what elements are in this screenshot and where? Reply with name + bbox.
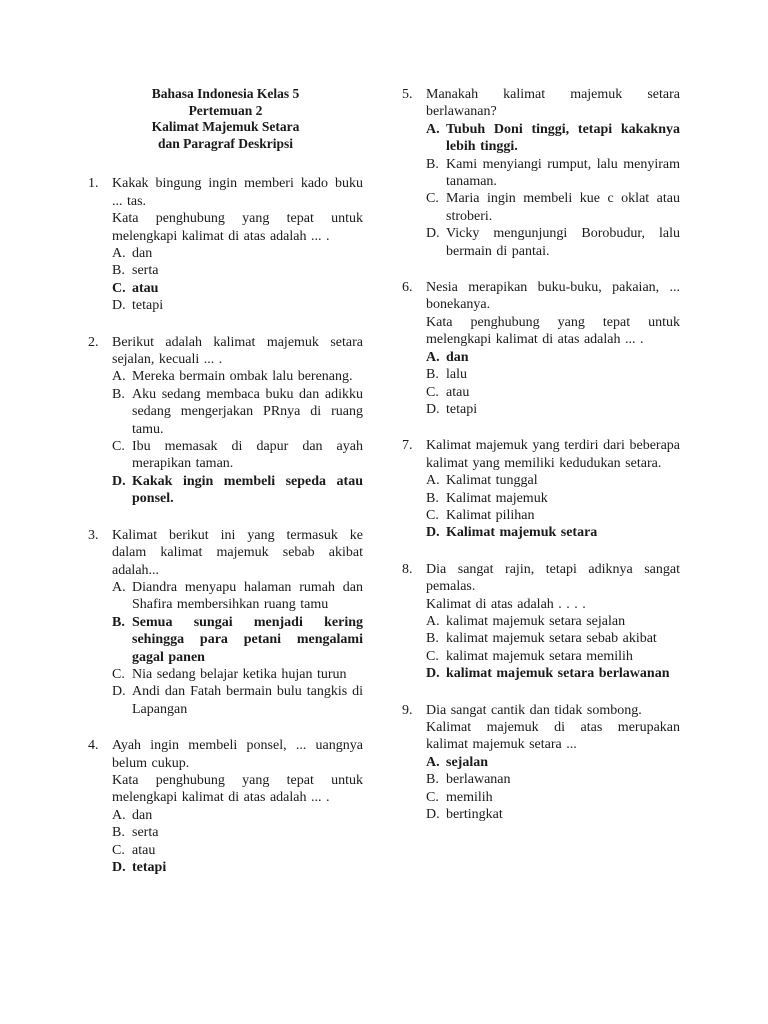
question-block xyxy=(88,334,363,508)
option-text: kalimat majemuk setara sejalan xyxy=(446,613,626,629)
question-number: 2. xyxy=(88,334,99,350)
option-letter: C. xyxy=(426,789,439,805)
header-line-2: Pertemuan 2 xyxy=(188,102,263,118)
answer-option xyxy=(426,472,680,489)
question-stem-line: Kata penghubung yang tepat untuk melengkapi kalimat di atas adalah ... . xyxy=(112,772,363,806)
option-text: serta xyxy=(132,263,159,279)
question-block xyxy=(402,279,680,418)
answer-option xyxy=(112,386,363,438)
option-letter: A. xyxy=(426,121,440,137)
option-letter: D. xyxy=(426,226,440,242)
question-stem-line: Berikut adalah kalimat majemuk setara sejalan, kecuali ... . xyxy=(112,334,363,368)
option-text: Aku sedang membaca buku dan adikku sedang mengerjakan PRnya di ruang tamu. xyxy=(132,386,363,437)
question-block xyxy=(88,527,363,718)
question-number: 7. xyxy=(402,438,413,454)
answer-option xyxy=(426,665,680,682)
option-letter: D. xyxy=(112,473,126,489)
option-text: tetapi xyxy=(132,860,167,875)
option-text: dan xyxy=(446,349,469,365)
answer-option xyxy=(112,859,363,876)
option-text: Kakak ingin membeli sepeda atau ponsel. xyxy=(132,473,363,507)
answer-option xyxy=(426,225,680,260)
answer-option xyxy=(112,683,363,718)
question-number: 6. xyxy=(402,280,413,296)
header-line-1: Bahasa Indonesia Kelas 5 xyxy=(151,86,300,101)
question-stem-line: Nesia merapikan buku-buku, pakaian, ... bonekanya. xyxy=(426,280,680,313)
answer-option xyxy=(426,156,680,191)
option-letter: C. xyxy=(112,666,125,682)
question-stem-line: Kalimat di atas adalah . . . . xyxy=(426,596,586,612)
answer-option xyxy=(426,349,680,366)
answer-option xyxy=(426,648,680,665)
option-letter: B. xyxy=(426,490,439,506)
option-letter: A. xyxy=(426,349,440,365)
answer-option xyxy=(112,297,363,314)
answer-option xyxy=(426,771,680,788)
answer-option xyxy=(426,789,680,806)
question-number: 8. xyxy=(402,561,413,577)
question-stem-line: Ayah ingin membeli ponsel, ... uangnya belum cukup. xyxy=(112,738,363,771)
option-text: bertingkat xyxy=(446,807,503,823)
answer-option xyxy=(426,524,680,541)
question-number: 4. xyxy=(88,738,99,754)
question-stem-line: Kalimat majemuk yang terdiri dari beberapa kalimat yang memiliki kedudukan setara. xyxy=(426,438,680,471)
left-questions-container xyxy=(88,175,363,876)
question-body xyxy=(112,527,363,718)
answer-option xyxy=(112,842,363,859)
question-block xyxy=(402,437,680,541)
answer-option xyxy=(112,473,363,508)
option-text: berlawanan xyxy=(446,772,511,788)
answer-option xyxy=(112,807,363,824)
answer-option xyxy=(112,245,363,262)
option-text: Kalimat majemuk xyxy=(446,490,548,506)
header-line-4: dan Paragraf Deskripsi xyxy=(158,135,293,151)
option-letter: A. xyxy=(112,246,126,261)
answer-option xyxy=(112,579,363,614)
option-text: atau xyxy=(446,384,470,400)
option-letter: A. xyxy=(426,473,440,489)
option-text: Kalimat pilihan xyxy=(446,507,535,523)
option-letter: C. xyxy=(426,507,439,523)
question-stem-line: Kalimat berikut ini yang termasuk ke dalam kalimat majemuk sebab akibat adalah... xyxy=(112,527,363,578)
answer-option xyxy=(426,613,680,630)
option-text: dan xyxy=(132,807,153,823)
question-block xyxy=(402,86,680,260)
option-text: sejalan xyxy=(446,754,488,770)
answer-option xyxy=(112,368,363,385)
question-body xyxy=(426,702,680,824)
answer-option xyxy=(112,824,363,841)
answer-option xyxy=(426,190,680,225)
option-letter: D. xyxy=(426,666,440,682)
question-body xyxy=(112,175,363,314)
option-text: serta xyxy=(132,825,159,841)
option-text: Mereka bermain ombak lalu berenang. xyxy=(132,369,353,385)
answer-option xyxy=(426,806,680,823)
question-stem-line: Kakak bingung ingin memberi kado buku ... tas. xyxy=(112,176,363,209)
option-letter: D. xyxy=(112,298,126,314)
question-body xyxy=(112,737,363,876)
option-text: dan xyxy=(132,246,153,261)
option-letter: D. xyxy=(426,401,440,417)
question-stem-line: Manakah kalimat majemuk setara berlawanan? xyxy=(426,87,680,120)
option-text: kalimat majemuk setara memilih xyxy=(446,648,633,664)
question-stem-line: Kata penghubung yang tepat untuk melengkapi kalimat di atas adalah ... . xyxy=(426,314,680,348)
option-text: Diandra menyapu halaman rumah dan Shafira membersihkan ruang tamu xyxy=(132,579,363,613)
document-header xyxy=(88,86,363,152)
option-letter: A. xyxy=(112,807,126,823)
option-letter: D. xyxy=(112,860,126,875)
option-letter: B. xyxy=(426,772,439,788)
option-letter: C. xyxy=(426,191,439,207)
option-text: atau xyxy=(132,842,156,858)
option-text: kalimat majemuk setara sebab akibat xyxy=(446,631,657,647)
answer-option xyxy=(112,614,363,666)
option-letter: A. xyxy=(426,613,440,629)
answer-option xyxy=(112,666,363,683)
question-number: 9. xyxy=(402,702,413,718)
option-text: Vicky mengunjungi Borobudur, lalu bermain di pantai. xyxy=(446,226,680,259)
option-text: tetapi xyxy=(446,401,478,417)
question-block xyxy=(88,175,363,314)
option-letter: B. xyxy=(112,386,125,402)
answer-option xyxy=(426,366,680,383)
answer-option xyxy=(426,507,680,524)
option-text: Semua sungai menjadi kering sehingga para petani mengalami gagal panen xyxy=(132,614,363,665)
option-letter: D. xyxy=(426,525,440,541)
answer-option xyxy=(112,438,363,473)
option-text: Nia sedang belajar ketika hujan turun xyxy=(132,666,347,682)
answer-option xyxy=(426,384,680,401)
answer-option xyxy=(426,490,680,507)
option-text: Tubuh Doni tinggi, tetapi kakaknya lebih tinggi. xyxy=(446,121,680,155)
option-letter: A. xyxy=(426,754,440,770)
option-letter: C. xyxy=(112,842,125,858)
question-stem-line: Kalimat majemuk di atas merupakan kalimat majemuk setara ... xyxy=(426,720,680,753)
question-number: 3. xyxy=(88,527,99,543)
option-text: memilih xyxy=(446,789,493,805)
option-letter: A. xyxy=(112,369,126,385)
question-body xyxy=(426,86,680,260)
left-column xyxy=(88,86,363,895)
option-letter: B. xyxy=(112,614,125,630)
option-text: kalimat majemuk setara berlawanan xyxy=(446,666,670,682)
answer-option xyxy=(426,401,680,418)
question-body xyxy=(426,561,680,683)
option-letter: A. xyxy=(112,579,126,595)
question-block xyxy=(402,561,680,683)
option-text: atau xyxy=(132,280,159,296)
question-number: 5. xyxy=(402,87,413,102)
option-letter: C. xyxy=(426,384,439,400)
right-column xyxy=(402,86,680,842)
option-text: lalu xyxy=(446,367,467,383)
option-text: Kalimat tunggal xyxy=(446,473,538,489)
option-text: Maria ingin membeli kue c oklat atau stroberi. xyxy=(446,191,680,224)
question-block xyxy=(88,737,363,876)
option-letter: B. xyxy=(112,825,125,841)
option-text: Kami menyiangi rumput, lalu menyiram tanaman. xyxy=(446,156,680,190)
option-letter: B. xyxy=(426,631,439,647)
question-stem-line: Dia sangat rajin, tetapi adiknya sangat pemalas. xyxy=(426,561,680,595)
question-stem-line: Dia sangat cantik dan tidak sombong. xyxy=(426,702,642,718)
question-number: 1. xyxy=(88,176,99,192)
question-body xyxy=(426,437,680,541)
question-block xyxy=(402,702,680,824)
option-letter: B. xyxy=(426,156,439,172)
option-letter: D. xyxy=(112,684,126,700)
option-text: tetapi xyxy=(132,298,164,314)
question-body xyxy=(112,334,363,508)
question-stem-line: Kata penghubung yang tepat untuk melengkapi kalimat di atas adalah ... . xyxy=(112,211,363,244)
answer-option xyxy=(112,280,363,297)
right-questions-container xyxy=(402,86,680,823)
option-letter: C. xyxy=(112,439,125,455)
option-letter: D. xyxy=(426,807,440,823)
option-text: Andi dan Fatah bermain bulu tangkis di Lapangan xyxy=(132,684,363,717)
answer-option xyxy=(426,121,680,156)
option-letter: C. xyxy=(426,648,439,664)
option-letter: C. xyxy=(112,280,126,296)
answer-option xyxy=(426,630,680,647)
option-text: Ibu memasak di dapur dan ayah merapikan taman. xyxy=(132,439,363,472)
option-letter: B. xyxy=(112,263,125,279)
answer-option xyxy=(112,262,363,279)
header-line-3: Kalimat Majemuk Setara xyxy=(151,119,300,135)
answer-option xyxy=(426,754,680,771)
question-body xyxy=(426,279,680,418)
option-letter: B. xyxy=(426,367,439,383)
option-text: Kalimat majemuk setara xyxy=(446,525,598,541)
